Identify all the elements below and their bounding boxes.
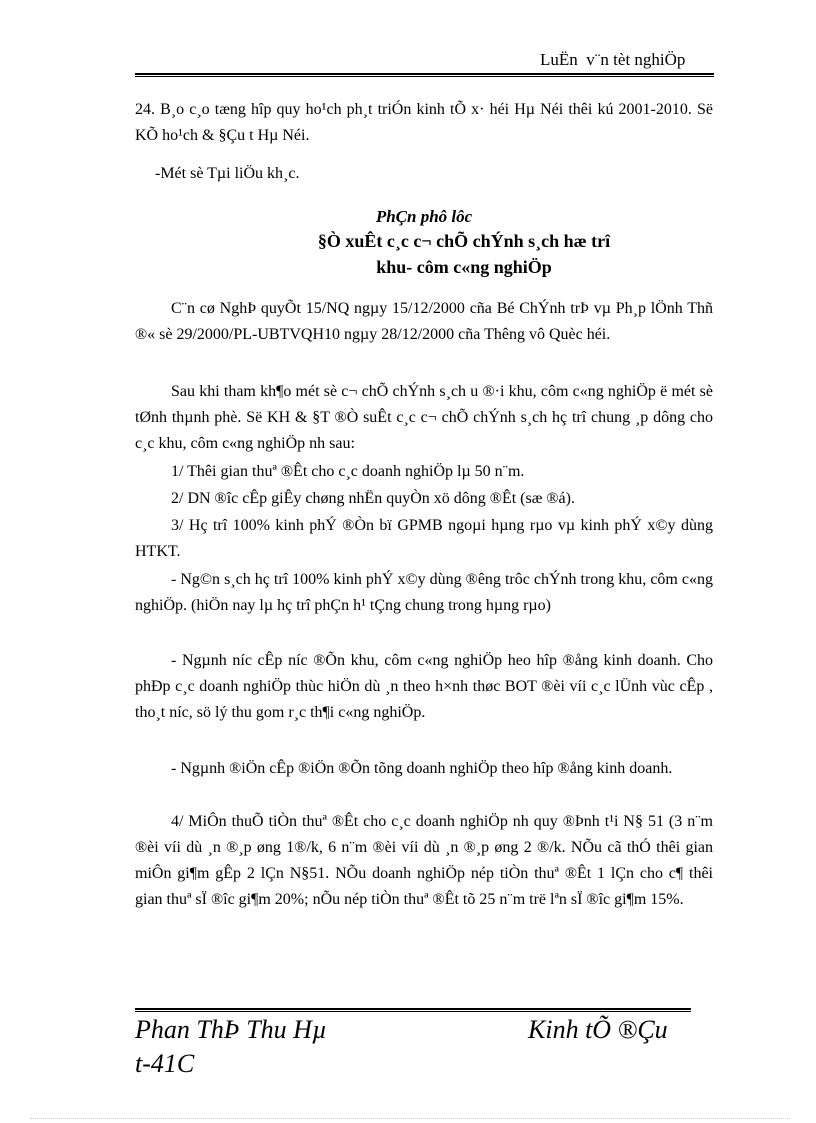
paragraph-budget-support: - Ng©n s¸ch hç trî 100% kinh phÝ x©y dùng ®êng trôc chÝnh trong khu, côm c«ng nghiÖp. (hiÖn nay lµ hç trî phÇn h¹ tÇng chung trong hµng rµo) [135,571,713,614]
paragraph-item-2: 2/ DN ®îc cÊp giÊy chøng nhËn quyÒn xö dông ®Êt (sæ ®á). [171,490,575,507]
paragraph-water-supply: - Ngµnh níc cÊp níc ®Õn khu, côm c«ng nghiÖp heo hîp ®ång kinh doanh. Cho phÐp c¸c doanh nghiÖp thùc hiÖn dù ¸n theo h×nh thøc BOT ®èi víi c¸c lÜnh vùc cÊp , tho¸t níc, sö lý thu gom r¸c th¶i c«ng nghiÖp. [135,652,713,721]
page-bottom-border [30,1118,790,1119]
paragraph-item-4: 4/ MiÔn thuÕ tiÒn thuª ®Êt cho c¸c doanh nghiÖp nh quy ®Þnh t¹i N§ 51 (3 n¨m ®èi víi dù ¸n ®¸p øng 1®/k, 6 n¨m ®èi víi dù ¸n ®¸p øng 2 ®/k. NÕu cã thÓ thêi gian miÔn gi¶m gÊp 2 lÇn N§51. NÕu doanh nghiÖp nép tiÒn thuª ®Êt 1 lÇn cho c¶ thêi gian thuª sÏ ®îc gi¶m 20%; nÕu nép tiÒn thuª ®Êt tõ 25 n¨m trë lªn sÏ ®îc gi¶m 15%. [135,813,713,908]
footer-author: Phan ThÞ Thu Hµ [135,1015,327,1044]
reference-24: 24. B¸o c¸o tæng hîp quy ho¹ch ph¸t triÓn kinh tÕ x· héi Hµ Néi thêi kú 2001-2010. Së KÕ ho¹ch & §Çu t Hµ Néi. [135,101,713,144]
footer-faculty: Kinh tÕ ®Çu [528,1015,668,1044]
paragraph-item-3: 3/ Hç trî 100% kinh phÝ ®Òn bï GPMB ngoµi hµng rµo vµ kinh phÝ x©y dùng HTKT. [135,517,713,560]
paragraph-power-supply: - Ngµnh ®iÖn cÊp ®iÖn ®Õn tõng doanh nghiÖp theo hîp ®ång kinh doanh. [171,760,673,777]
footer-class: t-41C [135,1049,195,1078]
footer-rule [135,1008,691,1012]
other-documents: -Mét sè Tµi liÖu kh¸c. [155,165,300,182]
footer-author-block [135,1013,327,1081]
appendix-title-line-2: khu- côm c«ng nghiÖp [376,257,552,277]
paragraph-proposal-intro: Sau khi tham kh¶o mét sè c¬ chÕ chÝnh s¸ch u ®·i khu, côm c«ng nghiÖp ë mét sè tØnh thµnh phè. Së KH & §T ®Ò suÊt c¸c c¬ chÕ chÝnh s¸ch hç trî chung ¸p dông cho c¸c khu, côm c«ng nghiÖp nh sau: [135,383,713,452]
header-title: LuËn v¨n tèt nghiÖp [540,50,686,69]
paragraph-item-1: 1/ Thêi gian thuª ®Êt cho c¸c doanh nghiÖp lµ 50 n¨m. [171,463,525,480]
paragraph-legal-basis: C¨n cø NghÞ quyÕt 15/NQ ngµy 15/12/2000 cña Bé ChÝnh trÞ vµ Ph¸p lÖnh Thñ ®« sè 29/2000/PL-UBTVQH10 ngµy 28/12/2000 cña Thêng vô Quèc héi. [135,300,713,343]
appendix-title-line-1: §Ò xuÊt c¸c c¬ chÕ chÝnh s¸ch hæ trî [317,231,611,251]
appendix-label: PhÇn phô lôc [375,207,473,226]
header-rule [135,73,714,77]
